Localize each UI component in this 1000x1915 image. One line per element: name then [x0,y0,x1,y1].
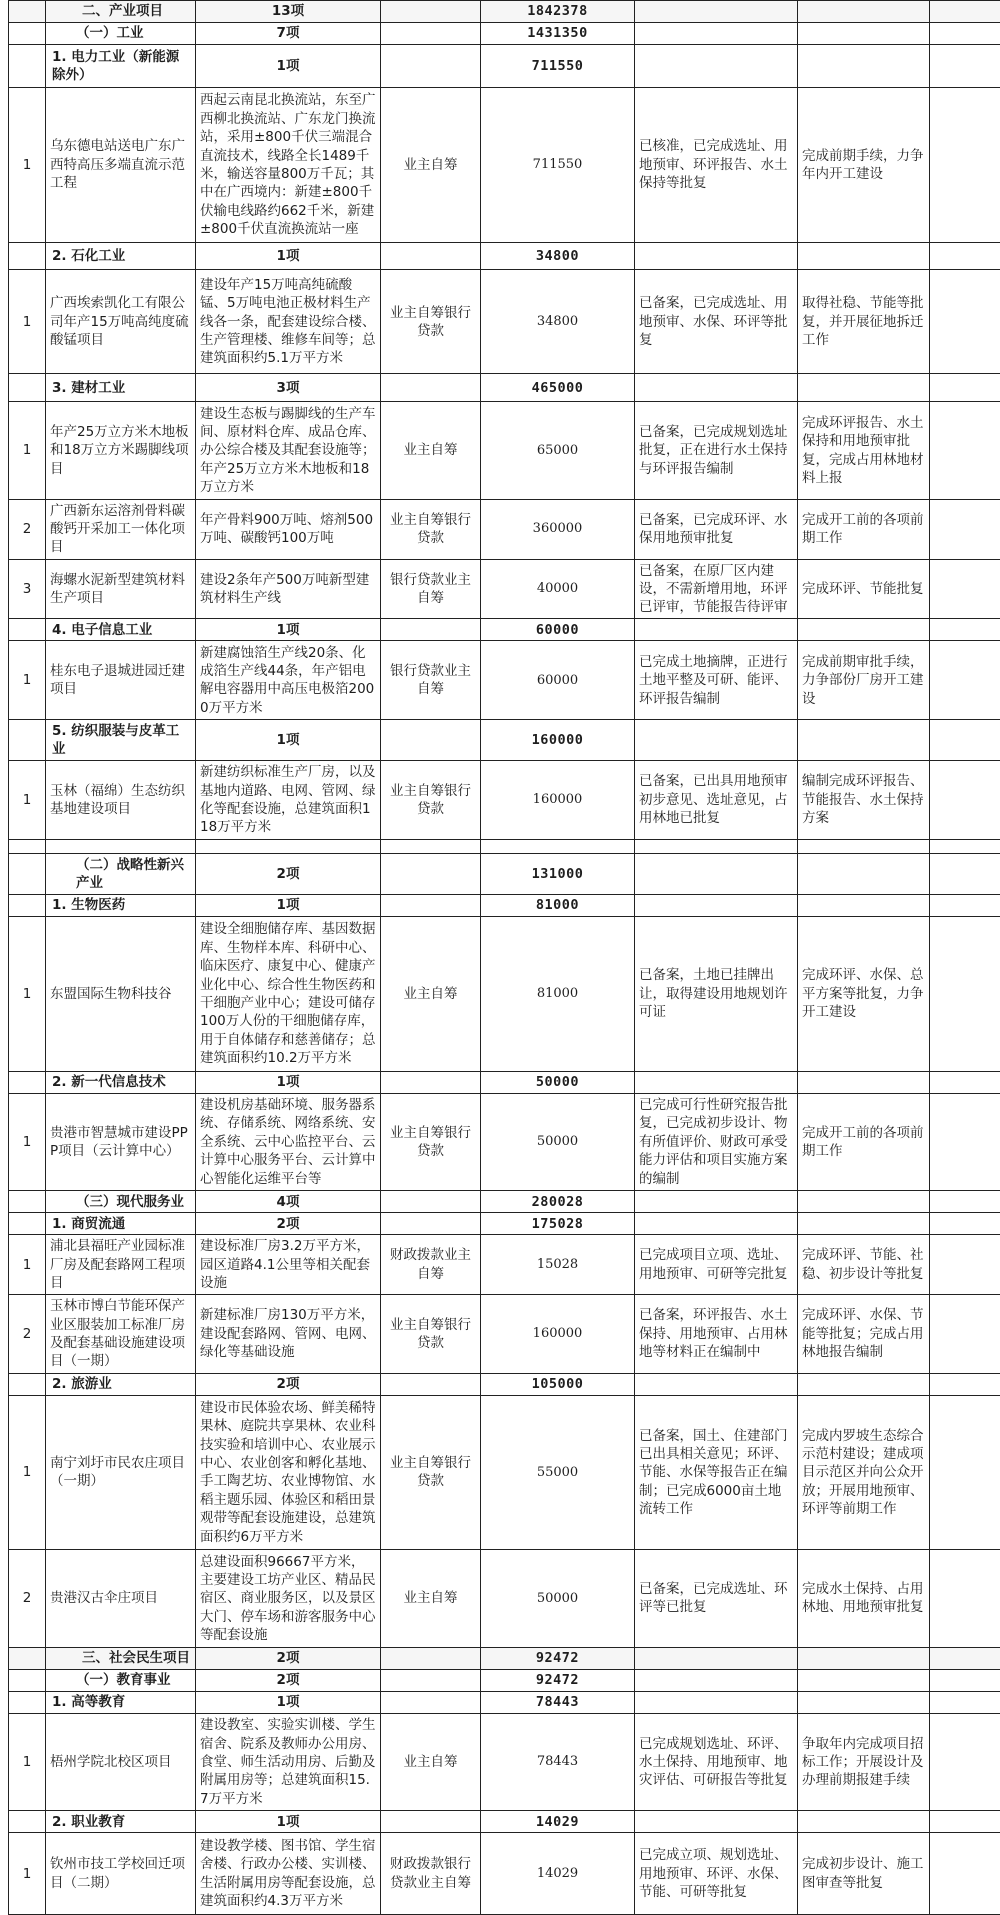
project-name-cell: 贵港汉古伞庄项目 [46,1550,196,1648]
plan-cell: 取得社稳、节能等批复，并开展征地拆迁工作 [798,270,930,374]
progress-cell [635,242,798,270]
investment-amount-cell: 50000 [481,1071,635,1093]
funding-source-cell: 银行贷款业主自筹 [381,641,481,720]
progress-cell: 已备案，土地已挂牌出让，取得建设用地规划许可证 [635,917,798,1072]
project-row [9,402,1000,500]
funding-source-cell [381,1071,481,1093]
row-number-cell [9,854,46,895]
row-number-cell: 3 [9,559,46,619]
project-name-cell: 广西埃索凯化工有限公司年产15万吨高纯度硫酸锰项目 [46,270,196,374]
row-number-cell: 1 [9,917,46,1072]
remarks-cell [930,242,1000,270]
funding-source-cell: 业主自筹银行贷款 [381,1093,481,1191]
plan-cell [798,1373,930,1395]
spacer-row [9,839,1000,853]
row-number-cell [9,1,46,23]
project-name-cell: 2. 旅游业 [46,1373,196,1395]
project-count-cell: 2项 [196,1213,381,1235]
investment-amount-cell: 160000 [481,720,635,761]
category-row [9,854,1000,895]
project-row [9,559,1000,619]
investment-amount-cell: 34800 [481,242,635,270]
row-number-cell [9,720,46,761]
project-row [9,917,1000,1072]
investment-amount-cell: 50000 [481,1550,635,1648]
investment-amount-cell: 60000 [481,619,635,641]
row-number-cell: 1 [9,1833,46,1915]
progress-cell [635,1811,798,1833]
remarks-cell [930,1295,1000,1374]
plan-cell [798,45,930,88]
plan-cell: 完成环评、水保、总平方案等批复，力争开工建设 [798,917,930,1072]
progress-cell [635,1691,798,1713]
progress-cell [635,374,798,402]
remarks-cell [930,1071,1000,1093]
plan-cell [798,1213,930,1235]
funding-source-cell: 业主自筹 [381,88,481,242]
remarks-cell [930,270,1000,374]
plan-cell [798,374,930,402]
plan-cell [798,720,930,761]
investment-amount-cell: 160000 [481,761,635,840]
investment-amount-cell: 280028 [481,1191,635,1213]
category-row [9,1191,1000,1213]
project-row [9,1295,1000,1374]
plan-cell: 完成开工前的各项前期工作 [798,1093,930,1191]
investment-amount-cell: 131000 [481,854,635,895]
funding-source-cell: 财政拨款业主自筹 [381,1235,481,1295]
project-row [9,270,1000,374]
row-number-cell: 2 [9,1295,46,1374]
project-name-cell: （一）工业 [46,23,196,45]
investment-amount-cell [481,839,635,853]
remarks-cell [930,499,1000,559]
progress-cell [635,45,798,88]
funding-source-cell: 业主自筹银行贷款 [381,1395,481,1549]
funding-source-cell [381,1213,481,1235]
project-count-cell: 4项 [196,1191,381,1213]
remarks-cell [930,839,1000,853]
progress-cell: 已完成土地摘牌，正进行土地平整及可研、能评、环评报告编制 [635,641,798,720]
remarks-cell [930,1647,1000,1669]
row-number-cell [9,23,46,45]
investment-amount-cell: 40000 [481,559,635,619]
progress-cell [635,895,798,917]
category-row [9,45,1000,88]
remarks-cell [930,761,1000,840]
progress-cell: 已备案，已出具用地预审初步意见、选址意见，占用林地已批复 [635,761,798,840]
row-number-cell: 1 [9,88,46,242]
plan-cell: 完成环评报告、水土保持和用地预审批复，完成占用林地材料上报 [798,402,930,500]
project-name-cell: 2. 新一代信息技术 [46,1071,196,1093]
remarks-cell [930,1235,1000,1295]
project-name-cell: 1. 生物医药 [46,895,196,917]
category-row [9,23,1000,45]
investment-amount-cell: 1431350 [481,23,635,45]
funding-source-cell [381,619,481,641]
investment-amount-cell: 92472 [481,1669,635,1691]
plan-cell: 完成前期手续，力争年内开工建设 [798,88,930,242]
plan-cell: 完成内罗坡生态综合示范村建设；建成项目示范区并向公众开放；开展用地预审、环评等前期工作 [798,1395,930,1549]
project-count-cell: 13项 [196,1,381,23]
funding-source-cell: 业主自筹银行贷款 [381,761,481,840]
plan-cell: 完成环评、节能批复 [798,559,930,619]
category-row [9,895,1000,917]
row-number-cell [9,839,46,853]
funding-source-cell [381,854,481,895]
plan-cell: 完成环评、节能、社稳、初步设计等批复 [798,1235,930,1295]
remarks-cell [930,402,1000,500]
progress-cell [635,1373,798,1395]
construction-content-cell: 年产骨料900万吨、熔剂500万吨、碳酸钙100万吨 [196,499,381,559]
plan-cell [798,1647,930,1669]
row-number-cell: 1 [9,1713,46,1811]
plan-cell: 争取年内完成项目招标工作；开展设计及办理前期报建手续 [798,1713,930,1811]
construction-content-cell: 建设生态板与踢脚线的生产车间、原材料仓库、成品仓库、办公综合楼及其配套设施等；年产25万立方米木地板和18万立方米 [196,402,381,500]
construction-content-cell: 新建腐蚀箔生产线20条、化成箔生产线44条，年产铝电解电容器用中高压电极箔2000万平方米 [196,641,381,720]
construction-content-cell: 总建设面积96667平方米，主要建设工坊产业区、精品民宿区、商业服务区，以及景区大门、停车场和游客服务中心等配套设施 [196,1550,381,1648]
plan-cell: 完成前期审批手续，力争部份厂房开工建设 [798,641,930,720]
row-number-cell [9,1691,46,1713]
investment-amount-cell: 465000 [481,374,635,402]
investment-amount-cell: 34800 [481,270,635,374]
plan-cell [798,1,930,23]
investment-amount-cell: 175028 [481,1213,635,1235]
project-name-cell: 海螺水泥新型建筑材料生产项目 [46,559,196,619]
construction-content-cell: 建设标准厂房3.2万平方米，园区道路4.1公里等相关配套设施 [196,1235,381,1295]
remarks-cell [930,1395,1000,1549]
project-count-cell: 1项 [196,895,381,917]
investment-amount-cell: 65000 [481,402,635,500]
project-name-cell: （二）战略性新兴产业 [46,854,196,895]
plan-cell [798,1071,930,1093]
category-row [9,1,1000,23]
row-number-cell: 1 [9,1395,46,1549]
project-name-cell: 1. 商贸流通 [46,1213,196,1235]
project-name-cell: 4. 电子信息工业 [46,619,196,641]
row-number-cell: 1 [9,1235,46,1295]
remarks-cell [930,88,1000,242]
remarks-cell [930,619,1000,641]
project-name-cell: （三）现代服务业 [46,1191,196,1213]
funding-source-cell: 财政拨款银行贷款业主自筹 [381,1833,481,1915]
progress-cell: 已完成可行性研究报告批复，已完成初步设计、物有所值评价、财政可承受能力评估和项目实施方案的编制 [635,1093,798,1191]
project-name-cell: 1. 高等教育 [46,1691,196,1713]
funding-source-cell: 业主自筹银行贷款 [381,270,481,374]
construction-content-cell: 建设市民体验农场、鲜美稀特果林、庭院共享果林、农业科技实验和培训中心、农业展示中心、农业创客和孵化基地、手工陶艺坊、农业博物馆、水稻主题乐园、体验区和稻田景观带等配套设施建设，总建筑面积约6万平方米 [196,1395,381,1549]
row-number-cell: 1 [9,641,46,720]
progress-cell: 已备案，已完成环评、水保用地预审批复 [635,499,798,559]
project-count-cell: 1项 [196,720,381,761]
project-name-cell: 钦州市技工学校回迁项目（二期） [46,1833,196,1915]
plan-cell [798,23,930,45]
investment-amount-cell: 105000 [481,1373,635,1395]
investment-amount-cell: 360000 [481,499,635,559]
remarks-cell [930,854,1000,895]
project-count-cell: 1项 [196,1691,381,1713]
progress-cell [635,619,798,641]
progress-cell [635,1,798,23]
project-name-cell: 南宁刘圩市民农庄项目（一期） [46,1395,196,1549]
category-row [9,242,1000,270]
project-count-cell: 2项 [196,1669,381,1691]
row-number-cell [9,1811,46,1833]
funding-source-cell [381,839,481,853]
project-name-cell: （一）教育事业 [46,1669,196,1691]
progress-cell: 已备案，在原厂区内建设，不需新增用地，环评已评审，节能报告待评审 [635,559,798,619]
row-number-cell [9,1213,46,1235]
project-name-cell: 梧州学院北校区项目 [46,1713,196,1811]
progress-cell: 已核准，已完成选址、用地预审、环评报告、水土保持等批复 [635,88,798,242]
category-row [9,619,1000,641]
project-row [9,1235,1000,1295]
plan-cell [798,1691,930,1713]
project-row [9,761,1000,840]
project-count-cell: 2项 [196,1373,381,1395]
construction-content-cell: 建设教室、实验实训楼、学生宿舍、院系及教师办公用房、食堂、师生活动用房、后勤及附属用房等；总建筑面积15.7万平方米 [196,1713,381,1811]
project-name-cell: 玉林市博白节能环保产业区服装加工标准厂房及配套基础设施建设项目（一期） [46,1295,196,1374]
project-row [9,499,1000,559]
funding-source-cell [381,895,481,917]
investment-amount-cell: 14029 [481,1811,635,1833]
project-count-cell: 1项 [196,242,381,270]
funding-source-cell [381,1647,481,1669]
plan-cell [798,1669,930,1691]
progress-cell [635,1669,798,1691]
plan-cell [798,895,930,917]
category-row [9,1213,1000,1235]
remarks-cell [930,895,1000,917]
remarks-cell [930,641,1000,720]
investment-amount-cell: 78443 [481,1691,635,1713]
remarks-cell [930,1713,1000,1811]
row-number-cell [9,619,46,641]
progress-cell [635,839,798,853]
row-number-cell [9,895,46,917]
investment-amount-cell: 711550 [481,45,635,88]
remarks-cell [930,1213,1000,1235]
project-row [9,88,1000,242]
project-name-cell: 年产25万立方米木地板和18万立方米踢脚线项目 [46,402,196,500]
row-number-cell: 1 [9,402,46,500]
construction-content-cell: 新建纺织标准生产厂房，以及基地内道路、电网、管网、绿化等配套设施，总建筑面积118万平方米 [196,761,381,840]
project-count-cell: 1项 [196,45,381,88]
funding-source-cell: 业主自筹 [381,917,481,1072]
plan-cell [798,854,930,895]
plan-cell [798,619,930,641]
construction-content-cell: 建设教学楼、图书馆、学生宿舍楼、行政办公楼、实训楼、生活附属用房等配套设施，总建筑面积约4.3万平方米 [196,1833,381,1915]
project-name-cell: 东盟国际生物科技谷 [46,917,196,1072]
progress-cell [635,1647,798,1669]
funding-source-cell: 业主自筹 [381,1713,481,1811]
category-row [9,374,1000,402]
funding-source-cell [381,1,481,23]
remarks-cell [930,1833,1000,1915]
row-number-cell: 1 [9,761,46,840]
row-number-cell: 1 [9,270,46,374]
funding-source-cell [381,374,481,402]
progress-cell [635,854,798,895]
construction-content-cell: 建设年产15万吨高纯硫酸锰、5万吨电池正极材料生产线各一条，配套建设综合楼、生产管理楼、维修车间等；总建筑面积约5.1万平方米 [196,270,381,374]
plan-cell: 完成开工前的各项前期工作 [798,499,930,559]
row-number-cell [9,1373,46,1395]
category-row [9,1691,1000,1713]
construction-content-cell: 建设2条年产500万吨新型建筑材料生产线 [196,559,381,619]
project-count-cell: 7项 [196,23,381,45]
remarks-cell [930,1550,1000,1648]
investment-amount-cell: 50000 [481,1093,635,1191]
investment-amount-cell: 55000 [481,1395,635,1549]
category-row [9,1811,1000,1833]
row-number-cell [9,1647,46,1669]
plan-cell: 编制完成环评报告、节能报告、水土保持方案 [798,761,930,840]
plan-cell [798,1811,930,1833]
project-name-cell: 3. 建材工业 [46,374,196,402]
project-count-cell [196,839,381,853]
remarks-cell [930,1093,1000,1191]
remarks-cell [930,1,1000,23]
category-row [9,1647,1000,1669]
row-number-cell [9,1669,46,1691]
project-row [9,1093,1000,1191]
plan-cell: 完成初步设计、施工图审查等批复 [798,1833,930,1915]
remarks-cell [930,1811,1000,1833]
remarks-cell [930,23,1000,45]
investment-amount-cell: 81000 [481,917,635,1072]
progress-cell: 已完成项目立项、选址、用地预审、可研等完批复 [635,1235,798,1295]
progress-cell [635,720,798,761]
funding-source-cell: 业主自筹 [381,1550,481,1648]
funding-source-cell: 业主自筹 [381,402,481,500]
funding-source-cell [381,1691,481,1713]
remarks-cell [930,559,1000,619]
project-name-cell: 5. 纺织服装与皮革工业 [46,720,196,761]
category-row [9,1373,1000,1395]
plan-cell [798,242,930,270]
progress-cell [635,1191,798,1213]
funding-source-cell: 业主自筹银行贷款 [381,499,481,559]
project-row [9,1713,1000,1811]
row-number-cell: 2 [9,499,46,559]
row-number-cell [9,1191,46,1213]
project-name-cell: 2. 职业教育 [46,1811,196,1833]
construction-content-cell: 建设全细胞储存库、基因数据库、生物样本库、科研中心、临床医疗、康复中心、健康产业化中心、综合性生物医药和干细胞产业中心；建设可储存100万人份的干细胞储存库，用于自体储存和慈善储存；总建筑面积约10.2万平方米 [196,917,381,1072]
project-count-cell: 3项 [196,374,381,402]
category-row [9,1071,1000,1093]
project-name-cell: 乌东德电站送电广东广西特高压多端直流示范工程 [46,88,196,242]
investment-amount-cell: 60000 [481,641,635,720]
investment-amount-cell: 81000 [481,895,635,917]
progress-cell: 已备案，已完成选址、用地预审、水保、环评等批复 [635,270,798,374]
row-number-cell [9,374,46,402]
funding-source-cell [381,1191,481,1213]
remarks-cell [930,1669,1000,1691]
funding-source-cell [381,1373,481,1395]
remarks-cell [930,1191,1000,1213]
row-number-cell: 1 [9,1093,46,1191]
remarks-cell [930,45,1000,88]
funding-source-cell [381,1669,481,1691]
investment-amount-cell: 1842378 [481,1,635,23]
investment-amount-cell: 711550 [481,88,635,242]
category-row [9,1669,1000,1691]
investment-amount-cell: 14029 [481,1833,635,1915]
funding-source-cell [381,1811,481,1833]
project-name-cell: 玉林（福绵）生态纺织基地建设项目 [46,761,196,840]
row-number-cell: 2 [9,1550,46,1648]
project-count-cell: 2项 [196,854,381,895]
project-table-sheet [8,0,1000,1915]
project-name-cell [46,839,196,853]
progress-cell: 已备案，国土、住建部门已出具相关意见；环评、节能、水保等报告正在编制；已完成6000亩土地流转工作 [635,1395,798,1549]
progress-cell: 已备案，已完成规划选址批复，正在进行水土保持与环评报告编制 [635,402,798,500]
project-row [9,1395,1000,1549]
progress-cell [635,1071,798,1093]
project-row [9,1550,1000,1648]
funding-source-cell [381,720,481,761]
project-name-cell: 浦北县福旺产业园标准厂房及配套路网工程项目 [46,1235,196,1295]
project-row [9,1833,1000,1915]
funding-source-cell [381,45,481,88]
remarks-cell [930,374,1000,402]
investment-amount-cell: 78443 [481,1713,635,1811]
remarks-cell [930,1373,1000,1395]
investment-amount-cell: 15028 [481,1235,635,1295]
project-table [8,0,1000,1915]
remarks-cell [930,1691,1000,1713]
progress-cell: 已备案，已完成选址、环评等已批复 [635,1550,798,1648]
project-name-cell: 二、产业项目 [46,1,196,23]
progress-cell: 已完成规划选址、环评、水土保持、用地预审、地灾评估、可研报告等批复 [635,1713,798,1811]
funding-source-cell: 业主自筹银行贷款 [381,1295,481,1374]
plan-cell [798,1191,930,1213]
project-name-cell: 三、社会民生项目 [46,1647,196,1669]
progress-cell [635,1213,798,1235]
project-name-cell: 桂东电子退城进园迁建项目 [46,641,196,720]
project-name-cell: 广西新东运溶剂骨料碳酸钙开采加工一体化项目 [46,499,196,559]
project-count-cell: 1项 [196,619,381,641]
progress-cell: 已完成立项、规划选址、用地预审、环评、水保、节能、可研等批复 [635,1833,798,1915]
remarks-cell [930,720,1000,761]
project-count-cell: 1项 [196,1811,381,1833]
row-number-cell [9,45,46,88]
progress-cell [635,23,798,45]
plan-cell: 完成环评、水保、节能等批复；完成占用林地报告编制 [798,1295,930,1374]
row-number-cell [9,1071,46,1093]
remarks-cell [930,917,1000,1072]
funding-source-cell: 银行贷款业主自筹 [381,559,481,619]
project-count-cell: 2项 [196,1647,381,1669]
funding-source-cell [381,242,481,270]
plan-cell [798,839,930,853]
project-count-cell: 1项 [196,1071,381,1093]
project-name-cell: 1. 电力工业（新能源除外） [46,45,196,88]
investment-amount-cell: 160000 [481,1295,635,1374]
category-row [9,720,1000,761]
construction-content-cell: 西起云南昆北换流站，东至广西柳北换流站、广东龙门换流站，采用±800千伏三端混合直流技术，线路全长1489千米，输送容量800万千瓦；其中在广西境内：新建±800千伏输电线路约662千米，新建±800千伏直流换流站一座 [196,88,381,242]
construction-content-cell: 建设机房基础环境、服务器系统、存储系统、网络系统、安全系统、云中心监控平台、云计算中心服务平台、云计算中心智能化运维平台等 [196,1093,381,1191]
plan-cell: 完成水土保持、占用林地、用地预审批复 [798,1550,930,1648]
construction-content-cell: 新建标准厂房130万平方米，建设配套路网、管网、电网、绿化等基础设施 [196,1295,381,1374]
project-name-cell: 贵港市智慧城市建设PPP项目（云计算中心） [46,1093,196,1191]
investment-amount-cell: 92472 [481,1647,635,1669]
funding-source-cell [381,23,481,45]
project-name-cell: 2. 石化工业 [46,242,196,270]
project-row [9,641,1000,720]
row-number-cell [9,242,46,270]
progress-cell: 已备案，环评报告、水土保持、用地预审、占用林地等材料正在编制中 [635,1295,798,1374]
